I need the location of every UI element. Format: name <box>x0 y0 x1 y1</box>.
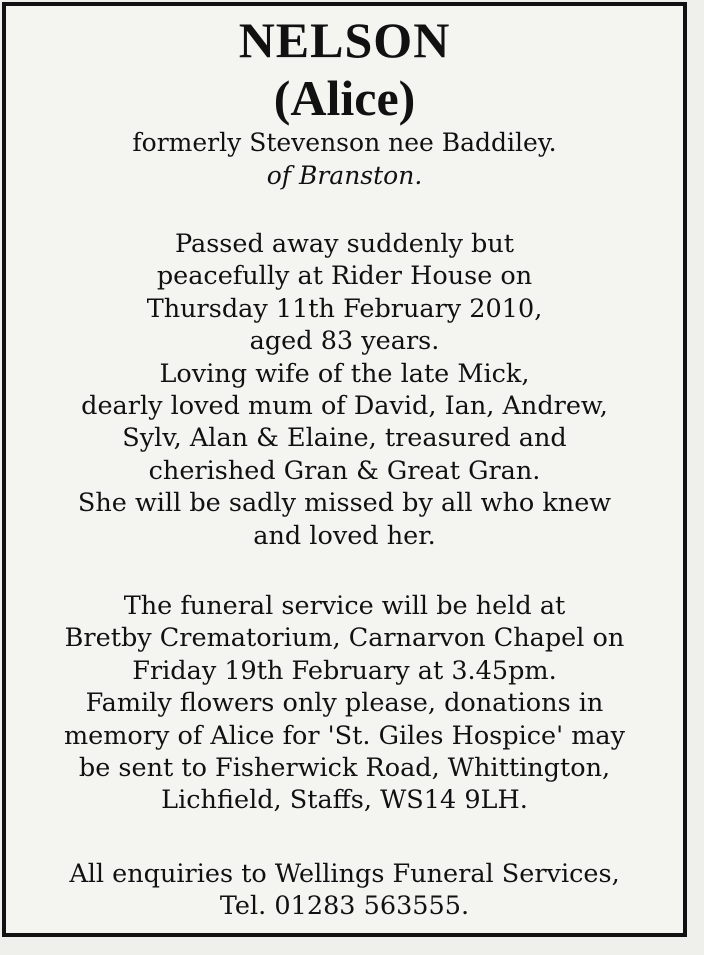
text-line: All enquiries to Wellings Funeral Services, <box>69 859 620 889</box>
phone-line: Tel. 01283 563555. <box>219 891 470 922</box>
funeral-details-paragraph <box>6 590 683 817</box>
of-place-line: of Branston. <box>266 161 423 190</box>
notice-content <box>6 6 683 933</box>
first-name-heading: (Alice) <box>273 70 416 126</box>
text-line: Family flowers only please, donations in <box>85 688 604 719</box>
text-line: cherished Gran & Great Gran. <box>148 455 541 486</box>
surname-heading: NELSON <box>238 12 451 68</box>
text-line: peacefully at Rider House on <box>156 261 533 292</box>
text-line: The funeral service will be held at <box>123 591 566 621</box>
text-line: and loved her. <box>253 520 436 551</box>
text-line: be sent to Fisherwick Road, Whittington, <box>78 753 611 784</box>
notice-border <box>2 2 687 937</box>
text-line: memory of Alice for 'St. Giles Hospice' may <box>63 720 626 751</box>
text-line: dearly loved mum of David, Ian, Andrew, <box>81 391 608 422</box>
death-announcement-paragraph <box>6 228 683 552</box>
text-line: Loving wife of the late Mick, <box>159 358 530 389</box>
text-line: Sylv, Alan & Elaine, treasured and <box>122 423 567 454</box>
text-line: Lichfield, Staffs, WS14 9LH. <box>161 785 528 816</box>
text-line: Friday 19th February at 3.45pm. <box>132 655 557 686</box>
text-line: Bretby Crematorium, Carnarvon Chapel on <box>64 623 625 654</box>
formerly-line: formerly Stevenson nee Baddiley. <box>132 128 557 157</box>
text-line: aged 83 years. <box>249 326 440 357</box>
text-line: Thursday 11th February 2010, <box>146 293 543 324</box>
enquiries-paragraph <box>6 858 683 923</box>
text-line: She will be sadly missed by all who knew <box>77 488 612 519</box>
text-line: Passed away suddenly but <box>175 229 514 259</box>
